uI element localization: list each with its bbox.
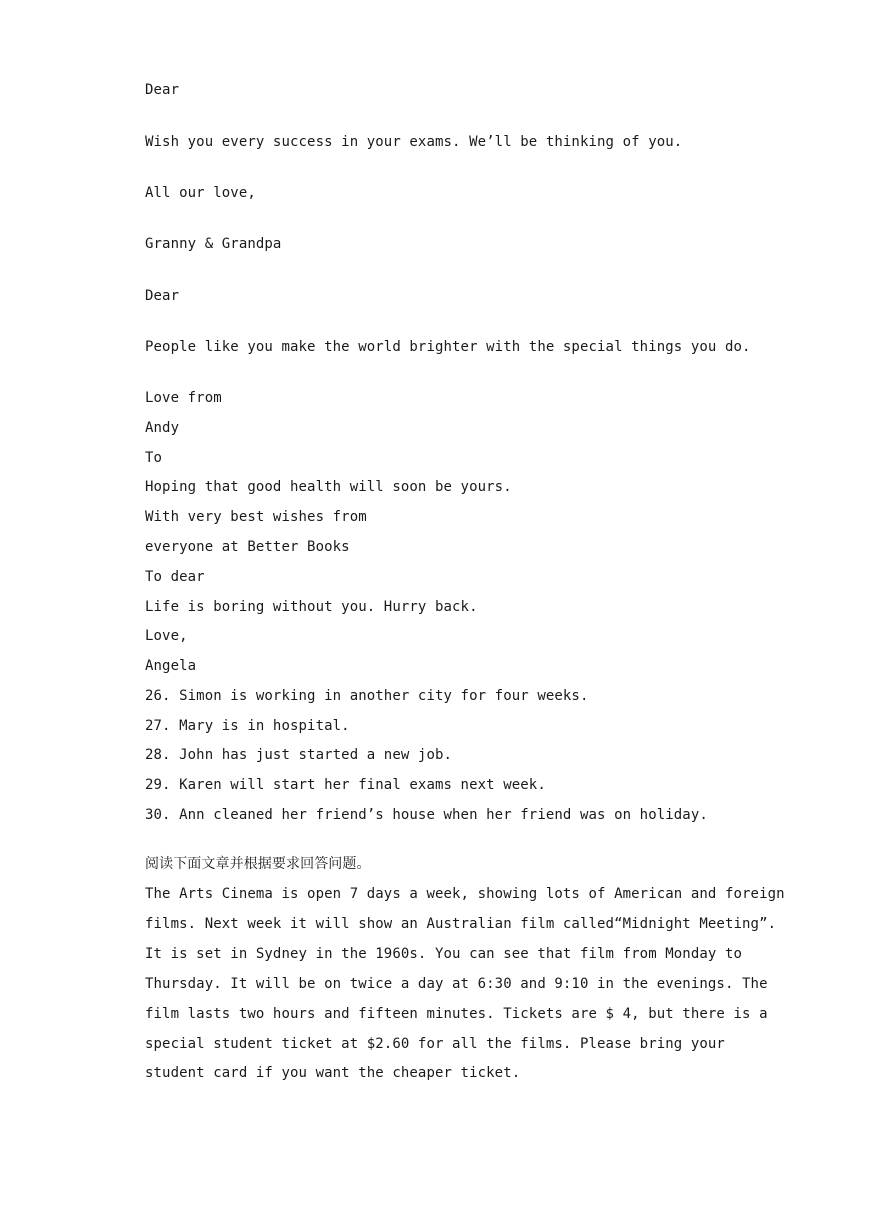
card-1-sender: Granny & Grandpa	[145, 236, 282, 252]
card-2-greeting: Dear	[145, 288, 180, 304]
card-3-message: Hoping that good health will soon be yours.	[145, 479, 512, 495]
card-2-closing: Love from	[145, 390, 222, 406]
reading-line: student card if you want the cheaper ticket.	[145, 1065, 521, 1081]
card-1-closing: All our love,	[145, 185, 256, 201]
question-30: 30. Ann cleaned her friend’s house when her friend was on holiday.	[145, 807, 708, 823]
reading-line: It is set in Sydney in the 1960s. You can see that film from Monday to	[145, 946, 743, 962]
reading-line: Thursday. It will be on twice a day at 6:30 and 9:10 in the evenings. The	[145, 976, 768, 992]
reading-line: The Arts Cinema is open 7 days a week, showing lots of American and foreign	[145, 886, 785, 902]
card-3-greeting: To	[145, 450, 163, 466]
card-2-message: People like you make the world brighter with the special things you do.	[145, 339, 751, 355]
question-28: 28. John has just started a new job.	[145, 747, 453, 763]
question-27: 27. Mary is in hospital.	[145, 718, 350, 734]
reading-line: special student ticket at $2.60 for all the films. Please bring your	[145, 1036, 725, 1052]
reading-instruction: 阅读下面文章并根据要求回答问题。	[145, 856, 371, 872]
card-3-closing: With very best wishes from	[145, 509, 367, 525]
card-3-sender: everyone at Better Books	[145, 539, 350, 555]
reading-line: films. Next week it will show an Australian film called“Midnight Meeting”.	[145, 916, 777, 932]
question-26: 26. Simon is working in another city for four weeks.	[145, 688, 589, 704]
question-29: 29. Karen will start her final exams next week.	[145, 777, 546, 793]
reading-line: film lasts two hours and fifteen minutes. Tickets are $ 4, but there is a	[145, 1006, 768, 1022]
card-1-greeting: Dear	[145, 82, 180, 98]
card-4-greeting: To dear	[145, 569, 205, 585]
card-4-closing: Love,	[145, 628, 188, 644]
card-1-message: Wish you every success in your exams. We’ll be thinking of you.	[145, 134, 683, 150]
card-4-sender: Angela	[145, 658, 197, 674]
card-4-message: Life is boring without you. Hurry back.	[145, 599, 478, 615]
card-2-sender: Andy	[145, 420, 180, 436]
